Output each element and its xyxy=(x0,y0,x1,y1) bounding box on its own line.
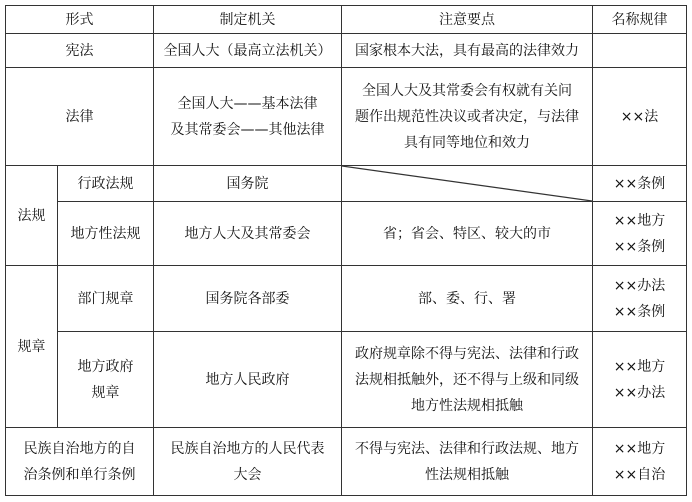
autonomous-note-line-2: 性法规相抵触 xyxy=(425,466,509,483)
row-law xyxy=(6,68,687,166)
law-note-line-2: 题作出规范性决议或者决定，与法律 xyxy=(355,108,579,125)
local-regulation-form: 地方性法规 xyxy=(58,202,154,266)
local-regulation-name xyxy=(593,202,687,266)
row-dept-rule xyxy=(6,266,687,332)
constitution-note: 国家根本大法，具有最高的法律效力 xyxy=(342,34,593,68)
dept-rule-name-line-2: ××条例 xyxy=(613,303,666,320)
autonomous-form-line-2: 治条例和单行条例 xyxy=(23,466,136,483)
row-constitution xyxy=(6,34,687,68)
constitution-name xyxy=(593,34,687,68)
local-gov-rule-note-line-1: 政府规章除不得与宪法、法律和行政 xyxy=(355,345,579,362)
law-organ-line-1: 全国人大——基本法律 xyxy=(177,95,318,112)
dept-rule-name xyxy=(593,266,687,332)
admin-regulation-name: ××条例 xyxy=(593,166,687,202)
local-gov-rule-form xyxy=(58,332,154,428)
row-autonomous xyxy=(6,428,687,496)
autonomous-name-line-2: ××自治 xyxy=(613,466,666,483)
law-note-line-3: 具有同等地位和效力 xyxy=(404,134,530,151)
local-gov-rule-name xyxy=(593,332,687,428)
local-regulation-organ: 地方人大及其常委会 xyxy=(154,202,342,266)
row-local-regulation xyxy=(6,202,687,266)
rules-group: 规章 xyxy=(6,266,58,428)
dept-rule-form: 部门规章 xyxy=(58,266,154,332)
autonomous-form-line-1: 民族自治地方的自 xyxy=(23,440,136,457)
local-gov-rule-note-line-2: 法规相抵触外，还不得与上级和同级 xyxy=(355,371,579,388)
header-note: 注意要点 xyxy=(342,6,593,34)
local-gov-rule-note-line-3: 地方性法规相抵触 xyxy=(411,397,523,414)
dept-rule-note: 部、委、行、署 xyxy=(342,266,593,332)
constitution-organ: 全国人大（最高立法机关） xyxy=(154,34,342,68)
law-form: 法律 xyxy=(6,68,154,166)
autonomous-name xyxy=(593,428,687,496)
autonomous-organ-line-1: 民族自治地方的人民代表 xyxy=(170,440,325,457)
law-organ xyxy=(154,68,342,166)
law-name: ××法 xyxy=(593,68,687,166)
constitution-form: 宪法 xyxy=(6,34,154,68)
local-regulation-name-line-2: ××条例 xyxy=(613,238,666,255)
autonomous-organ-line-2: 大会 xyxy=(233,466,262,483)
autonomous-note-line-1: 不得与宪法、法律和行政法规、地方 xyxy=(355,440,579,457)
admin-regulation-form: 行政法规 xyxy=(58,166,154,202)
header-row xyxy=(6,6,687,34)
dept-rule-organ: 国务院各部委 xyxy=(154,266,342,332)
local-gov-rule-note xyxy=(342,332,593,428)
diagonal-line xyxy=(342,166,592,201)
law-organ-line-2: 及其常委会——其他法律 xyxy=(170,121,325,138)
header-name: 名称规律 xyxy=(593,6,687,34)
header-form: 形式 xyxy=(6,6,154,34)
legal-forms-table xyxy=(5,5,687,496)
autonomous-form xyxy=(6,428,154,496)
admin-regulation-note-diagonal xyxy=(342,166,593,202)
autonomous-organ xyxy=(154,428,342,496)
law-note-line-1: 全国人大及其常委会有权就有关问 xyxy=(362,82,572,99)
dept-rule-name-line-1: ××办法 xyxy=(613,277,666,294)
local-gov-rule-name-line-2: ××办法 xyxy=(613,384,666,401)
autonomous-name-line-1: ××地方 xyxy=(613,440,666,457)
local-gov-rule-form-line-1: 地方政府 xyxy=(77,358,134,375)
regulations-group: 法规 xyxy=(6,166,58,266)
local-gov-rule-form-line-2: 规章 xyxy=(91,384,120,401)
autonomous-note xyxy=(342,428,593,496)
local-gov-rule-name-line-1: ××地方 xyxy=(613,358,666,375)
row-local-gov-rule xyxy=(6,332,687,428)
local-regulation-name-line-1: ××地方 xyxy=(613,212,666,229)
law-note xyxy=(342,68,593,166)
header-organ: 制定机关 xyxy=(154,6,342,34)
row-admin-regulation xyxy=(6,166,687,202)
local-regulation-note: 省；省会、特区、较大的市 xyxy=(342,202,593,266)
local-gov-rule-organ: 地方人民政府 xyxy=(154,332,342,428)
admin-regulation-organ: 国务院 xyxy=(154,166,342,202)
